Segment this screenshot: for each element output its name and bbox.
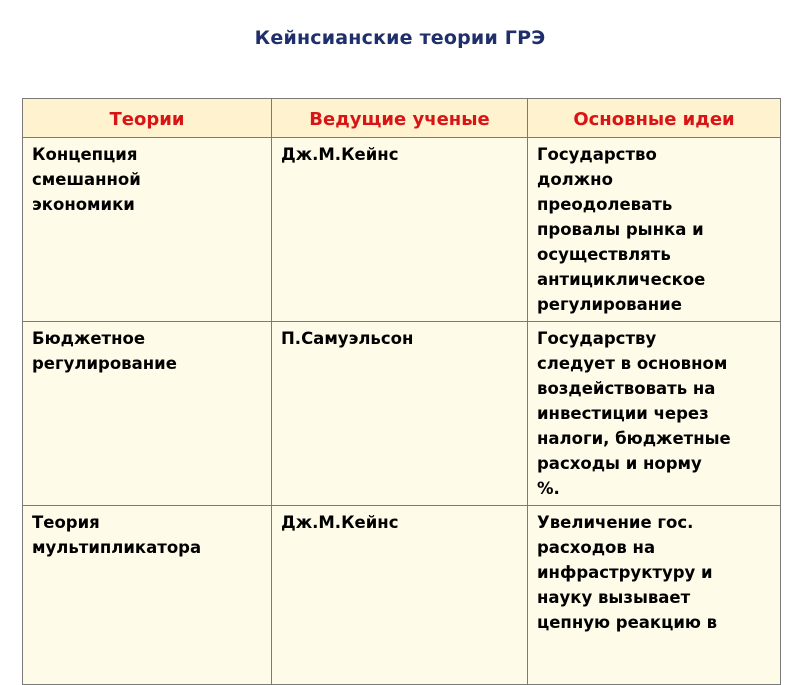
- header-row: [23, 99, 781, 138]
- scientists-text: П.Самуэльсон: [281, 329, 414, 348]
- theories-table-container: [22, 98, 780, 685]
- ideas-text: Увеличение гос. расходов на инфраструктуру и науку вызывает цепную реакцию в: [537, 513, 718, 632]
- theories-table: [22, 98, 781, 685]
- scientists-text: Дж.М.Кейнс: [281, 145, 399, 164]
- theory-text: Концепция смешанной экономики: [32, 145, 141, 214]
- header-main-ideas: Основные идеи: [528, 99, 781, 138]
- theory-cell: [23, 138, 272, 322]
- theory-cell: [23, 506, 272, 685]
- ideas-cell: [528, 322, 781, 506]
- theory-cell: [23, 322, 272, 506]
- scientists-text: Дж.М.Кейнс: [281, 513, 399, 532]
- table-body: [23, 138, 781, 685]
- ideas-cell: [528, 138, 781, 322]
- scientists-cell: [272, 322, 528, 506]
- table-row: [23, 322, 781, 506]
- theory-text: Теория мультипликатора: [32, 513, 202, 557]
- table-header: [23, 99, 781, 138]
- slide-title: Кейнсианские теории ГРЭ: [254, 27, 546, 49]
- ideas-cell: [528, 506, 781, 685]
- scientists-cell: [272, 138, 528, 322]
- header-scientists: Ведущие ученые: [272, 99, 528, 138]
- table-row: [23, 506, 781, 685]
- scientists-cell: [272, 506, 528, 685]
- theory-text: Бюджетное регулирование: [32, 329, 177, 373]
- ideas-text: Государству следует в основном воздействовать на инвестиции через налоги, бюджетные расходы и норму %.: [537, 329, 731, 498]
- table-row: [23, 138, 781, 322]
- header-theories: Теории: [23, 99, 272, 138]
- ideas-text: Государство должно преодолевать провалы рынка и осуществлять антициклическое регулирование: [537, 145, 706, 314]
